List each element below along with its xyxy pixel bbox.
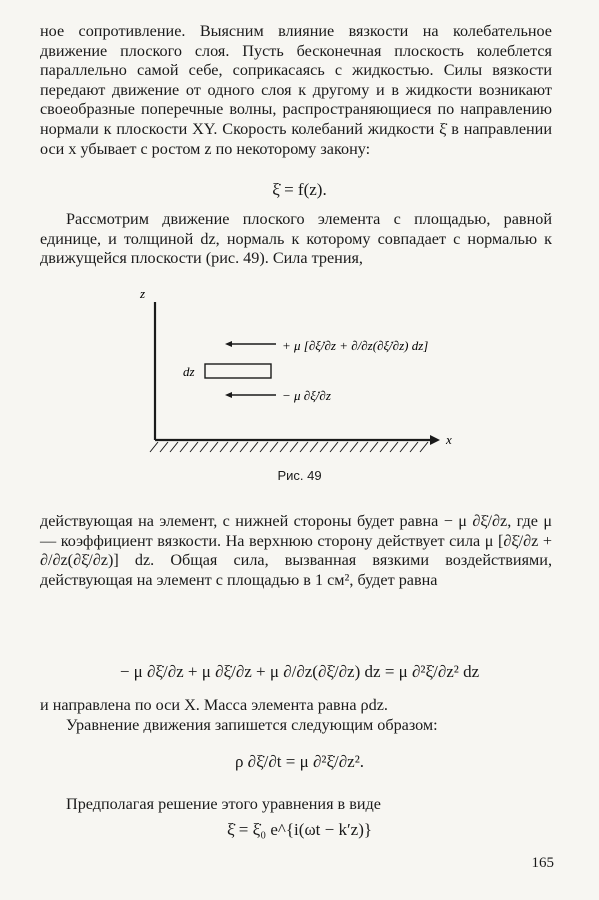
- paragraph-2: [40, 210, 552, 269]
- lower-force-label: − μ ∂ξ̇/∂z: [282, 388, 331, 403]
- wall-hatching: [150, 442, 428, 452]
- paragraph-text: действующая на элемент, с нижней стороны будет равна − μ ∂ξ̇/∂z, где μ — коэффициент вязкости. На верхнюю сторону действует сила μ [∂ξ̇/∂z + ∂/∂z(∂ξ̇/∂z)] dz. Общая сила, вызванная вязкими воздействиями, действующая на элемент с площадью в 1 см², будет равна: [40, 512, 552, 589]
- figure-49: [0, 280, 599, 465]
- x-axis-label: x: [446, 432, 452, 447]
- upper-force-label: + μ [∂ξ̇/∂z + ∂/∂z(∂ξ̇/∂z) dz]: [282, 338, 429, 353]
- paragraph-3: [40, 512, 552, 590]
- equation-motion: ρ ∂ξ̇/∂t = μ ∂²ξ̇/∂z².: [234, 752, 365, 771]
- paragraph-1: [40, 22, 552, 159]
- element-thickness-label: dz: [183, 364, 195, 379]
- paragraph-4: [40, 696, 552, 735]
- upper-arrow-head: [225, 341, 232, 347]
- paragraph-text: Предполагая решение этого уравнения в виде: [66, 795, 381, 813]
- equation-total-force: − μ ∂ξ̇/∂z + μ ∂ξ̇/∂z + μ ∂/∂z(∂ξ̇/∂z) dz = μ ∂²ξ̇/∂z² dz: [119, 662, 480, 681]
- paragraph-text: ное сопротивление. Выясним влияние вязкости на колебательное движение плоского слоя. Пусть бесконечная плоскость колеблется параллельно самой себе, соприкасаясь с жидкостью. Силы вязкости передают движение от одного слоя к другому и в жидкости возникают своеобразные поперечные волны, распространяющиеся по направлению нормали к плоскости XY. Скорость колебаний жидкости ξ̇ в направлении оси x убывает с ростом z по некоторому закону:: [40, 22, 552, 158]
- figure-caption: Рис. 49: [277, 468, 322, 483]
- equation-velocity-law: ξ̇ = f(z).: [272, 180, 327, 199]
- equation-solution: ξ̇ = ξ̇₀ e^{i(ωt − k′z)}: [226, 820, 373, 839]
- paragraph-text: Уравнение движения запишется следующим образом:: [66, 715, 438, 734]
- fluid-element-rect: [205, 364, 271, 378]
- x-axis-arrow: [430, 435, 440, 445]
- lower-arrow-head: [225, 392, 232, 398]
- paragraph-6: [40, 795, 552, 815]
- z-axis-label: z: [140, 286, 146, 301]
- paragraph-text: Рассмотрим движение плоского элемента с площадью, равной единице, и толщиной dz, нормаль к которому совпадает с нормалью к движущейся плоскости (рис. 49). Сила трения,: [40, 210, 552, 268]
- page-number: 165: [531, 855, 554, 871]
- paragraph-text: и направлена по оси X. Масса элемента равна ρdz.: [40, 696, 388, 714]
